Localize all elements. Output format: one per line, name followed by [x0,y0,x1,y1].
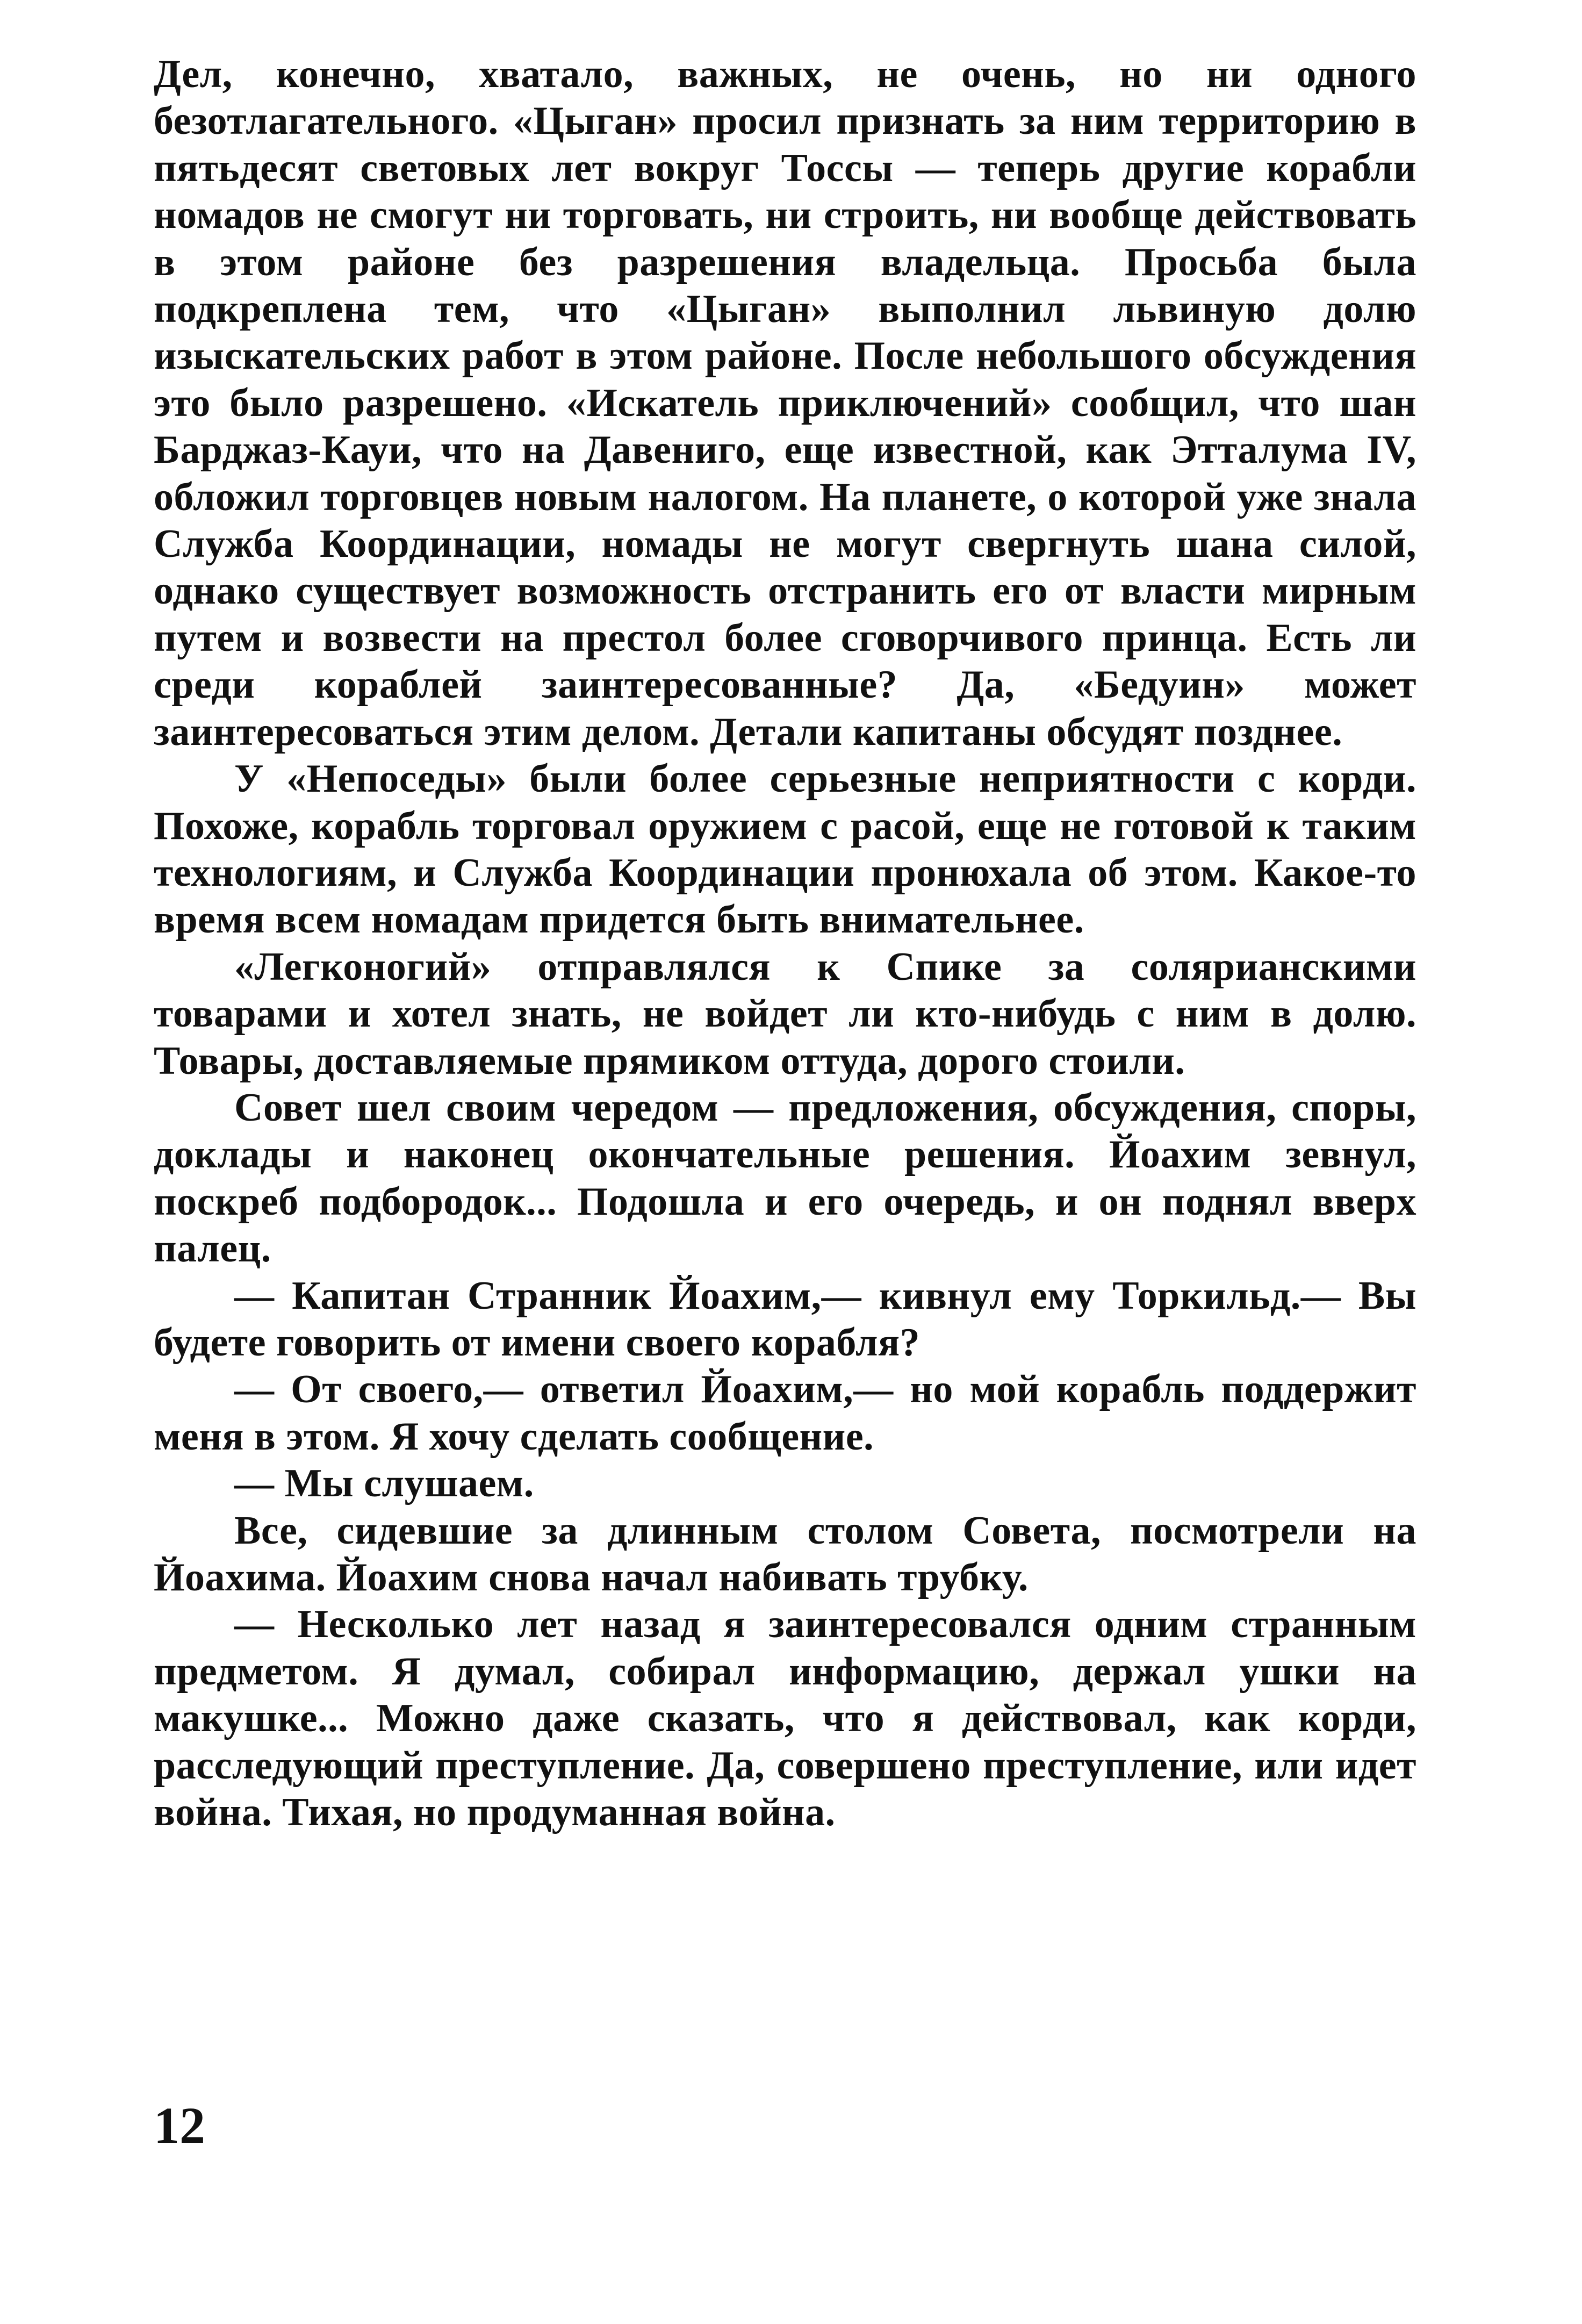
paragraph-9-dialogue: — Несколько лет назад я заинтересовался одним странным предметом. Я думал, собирал информацию, держал ушки на макушке... Можно даже сказать, что я действовал, как корди, расследующий преступление. Да, совершено преступление, или идет война. Тихая, но продуманная война. [154,1602,1416,1835]
paragraph-1: Дел, конечно, хватало, важных, не очень, но ни одного безотлагательного. «Цыган» просил признать за ним территорию в пятьдесят световых лет вокруг Тоссы — теперь другие корабли номадов не смогут ни торговать, ни строить, ни вообще действовать в этом районе без разрешения владельца. Просьба была подкреплена тем, что «Цыган» выполнил львиную долю изыскательских работ в этом районе. После небольшого обсуждения это было разрешено. «Искатель приключений» сообщил, что шан Барджаз-Кауи, что на Давениго, еще известной, как Этталума IV, обложил торговцев новым налогом. На планете, о которой уже знала Служба Координации, номады не могут свергнуть шана силой, однако существует возможность отстранить его от власти мирным путем и возвести на престол более сговорчивого принца. Есть ли среди кораблей заинтересованные? Да, «Бедуин» может заинтересоваться этим делом. Детали капитаны обсудят позднее. [154,52,1416,754]
paragraph-2: У «Непоседы» были более серьезные неприятности с корди. Похоже, корабль торговал оружием с расой, еще не готовой к таким технологиям, и Служба Координации пронюхала об этом. Какое-то время всем номадам придется быть внимательнее. [154,757,1416,942]
page-number: 12 [154,2097,205,2154]
paragraph-4: Совет шел своим чередом — предложения, обсуждения, споры, доклады и наконец окончательные решения. Йоахим зевнул, поскреб подбородок... Подошла и его очередь, и он поднял вверх палец. [154,1085,1416,1271]
paragraph-8: Все, сидевшие за длинным столом Совета, посмотрели на Йоахима. Йоахим снова начал набивать трубку. [154,1508,1416,1599]
paragraph-3: «Легконогий» отправлялся к Спике за солярианскими товарами и хотел знать, не войдет ли кто-нибудь с ним в долю. Товары, доставляемые прямиком оттуда, дорого стоили. [154,944,1416,1083]
paragraph-5-dialogue: — Капитан Странник Йоахим,— кивнул ему Торкильд.— Вы будете говорить от имени своего корабля? [154,1273,1416,1365]
page-body-text [154,51,1416,1836]
paragraph-7-dialogue: — Мы слушаем. [234,1461,534,1506]
paragraph-6-dialogue: — От своего,— ответил Йоахим,— но мой корабль поддержит меня в этом. Я хочу сделать сообщение. [154,1367,1416,1459]
